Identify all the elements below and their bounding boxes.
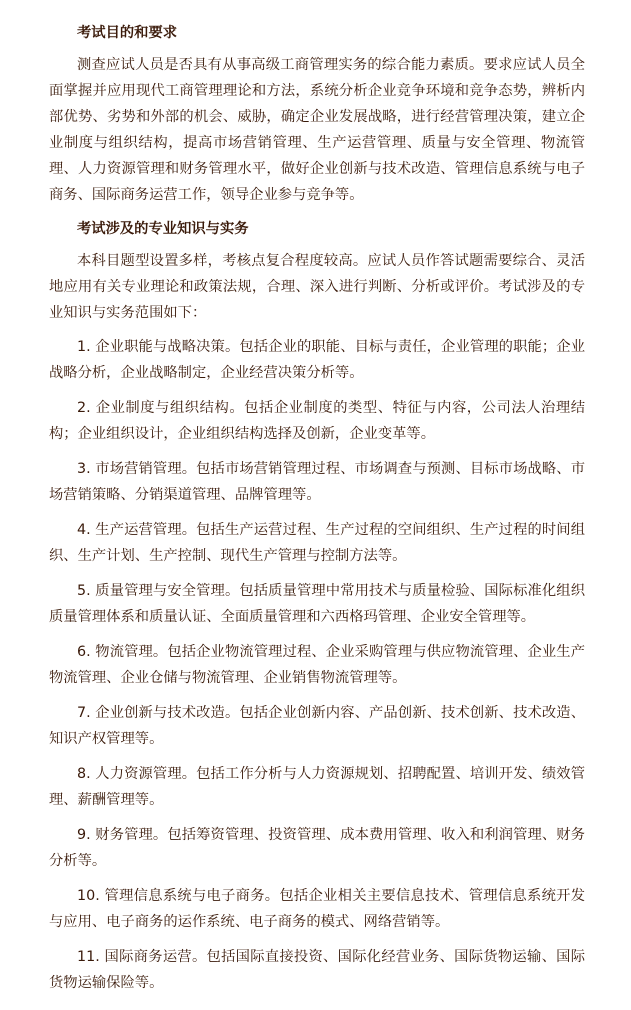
list-item: 5. 质量管理与安全管理。包括质量管理中常用技术与质量检验、国际标准化组织质量管理体系和质量认证、全面质量管理和六西格玛管理、企业安全管理等。 <box>49 583 585 625</box>
section-body: 测查应试人员是否具有从事高级工商管理实务的综合能力素质。要求应试人员全面掌握并应用现代工商管理理论和方法，系统分析企业竞争环境和竞争态势，辨析内部优势、劣势和外部的机会、威胁，确定企业发展战略，进行经营管理决策，建立企业制度与组织结构，提高市场营销管理、生产运营管理、质量与安全管理、物流管理、人力资源管理和财务管理水平，做好企业创新与技术改造、管理信息系统与电子商务、国际商务运营工作，领导企业参与竞争等。 <box>49 57 585 203</box>
list-item: 9. 财务管理。包括筹资管理、投资管理、成本费用管理、收入和利润管理、财务分析等。 <box>49 827 585 869</box>
list-item: 8. 人力资源管理。包括工作分析与人力资源规划、招聘配置、培训开发、绩效管理、薪酬管理等。 <box>49 766 585 808</box>
section-heading: 考试涉及的专业知识与实务 <box>77 221 249 237</box>
article <box>49 20 585 1005</box>
section-body: 本科目题型设置多样，考核点复合程度较高。应试人员作答试题需要综合、灵活地应用有关专业理论和政策法规，合理、深入进行判断、分析或评价。考试涉及的专业知识与实务范围如下： <box>49 253 585 321</box>
list-item: 11. 国际商务运营。包括国际直接投资、国际化经营业务、国际货物运输、国际货物运输保险等。 <box>49 949 585 991</box>
list-item: 3. 市场营销管理。包括市场营销管理过程、市场调查与预测、目标市场战略、市场营销策略、分销渠道管理、品牌管理等。 <box>49 461 585 503</box>
list-item: 6. 物流管理。包括企业物流管理过程、企业采购管理与供应物流管理、企业生产物流管理、企业仓储与物流管理、企业销售物流管理等。 <box>49 644 585 686</box>
list-item: 7. 企业创新与技术改造。包括企业创新内容、产品创新、技术创新、技术改造、知识产权管理等。 <box>49 705 585 747</box>
list-item: 10. 管理信息系统与电子商务。包括企业相关主要信息技术、管理信息系统开发与应用、电子商务的运作系统、电子商务的模式、网络营销等。 <box>49 888 585 930</box>
section-heading: 考试目的和要求 <box>77 25 178 41</box>
list-item: 2. 企业制度与组织结构。包括企业制度的类型、特征与内容，公司法人治理结构；企业组织设计，企业组织结构选择及创新，企业变革等。 <box>49 400 585 442</box>
list-item: 4. 生产运营管理。包括生产运营过程、生产过程的空间组织、生产过程的时间组织、生产计划、生产控制、现代生产管理与控制方法等。 <box>49 522 585 564</box>
list-item: 1. 企业职能与战略决策。包括企业的职能、目标与责任，企业管理的职能；企业战略分析，企业战略制定，企业经营决策分析等。 <box>49 339 585 381</box>
